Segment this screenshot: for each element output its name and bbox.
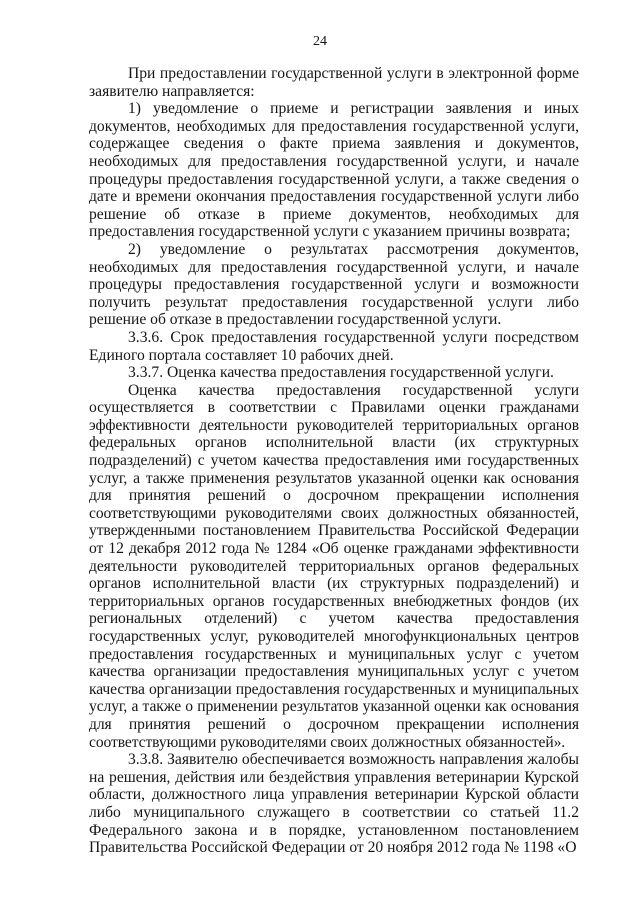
document-body: [89, 65, 579, 857]
paragraph-item-1: 1) уведомление о приеме и регистрации заявления и иных документов, необходимых для предоставления государственной услуги, содержащее сведения о факте приема заявления и документов, необходимых для предоставления государственной услуги, и начале процедуры предоставления государственной услуги, а также сведения о дате и времени окончания предоставления государственной услуги либо решение об отказе в приеме документов, необходимых для предоставления государственной услуги с указанием причины возврата;: [89, 100, 579, 241]
paragraph-quality-assessment: Оценка качества предоставления государственной услуги осуществляется в соответствии с Правилами оценки гражданами эффективности деятельности руководителей территориальных органов федеральных органов исполнительной власти (их структурных подразделений) с учетом качества предоставления ими государственных услуг, а также применения результатов указанной оценки как основания для принятия решений о досрочном прекращении исполнения соответствующими руководителями своих должностных обязанностей, утвержденными постановлением Правительства Российской Федерации от 12 декабря 2012 года № 1284 «Об оценке гражданами эффективности деятельности руководителей территориальных органов федеральных органов исполнительной власти (их структурных подразделений) и территориальных органов государственных внебюджетных фондов (их региональных отделений) с учетом качества предоставления государственных услуг, руководителей многофункциональных центров предоставления государственных и муниципальных услуг с учетом качества организации предоставления муниципальных услуг с учетом качества организации предоставления государственных и муниципальных услуг, а также о применении результатов указанной оценки как основания для принятия решений о досрочном прекращении исполнения соответствующими руководителями своих должностных обязанностей».: [89, 381, 579, 751]
paragraph-3-3-6: 3.3.6. Срок предоставления государственной услуги посредством Единого портала составляет 10 рабочих дней.: [89, 328, 579, 364]
page-number: 24: [313, 34, 327, 49]
paragraph-intro: При предоставлении государственной услуги в электронной форме заявителю направляется:: [89, 65, 579, 100]
paragraph-3-3-8: 3.3.8. Заявителю обеспечивается возможность направления жалобы на решения, действия или бездействия управления ветеринарии Курской области, должностного лица управления ветеринарии Курской области либо муниципального служащего в соответствии со статьей 11.2 Федерального закона и в порядке, установленном постановлением Правительства Российской Федерации от 20 ноября 2012 года № 1198 «О: [89, 751, 579, 857]
paragraph-item-2: 2) уведомление о результатах рассмотрения документов, необходимых для предоставления государственной услуги, и начале процедуры предоставления государственной услуги и возможности получить результат предоставления государственной услуги либо решение об отказе в предоставлении государственной услуги.: [89, 240, 579, 329]
paragraph-3-3-7: 3.3.7. Оценка качества предоставления государственной услуги.: [128, 364, 554, 382]
